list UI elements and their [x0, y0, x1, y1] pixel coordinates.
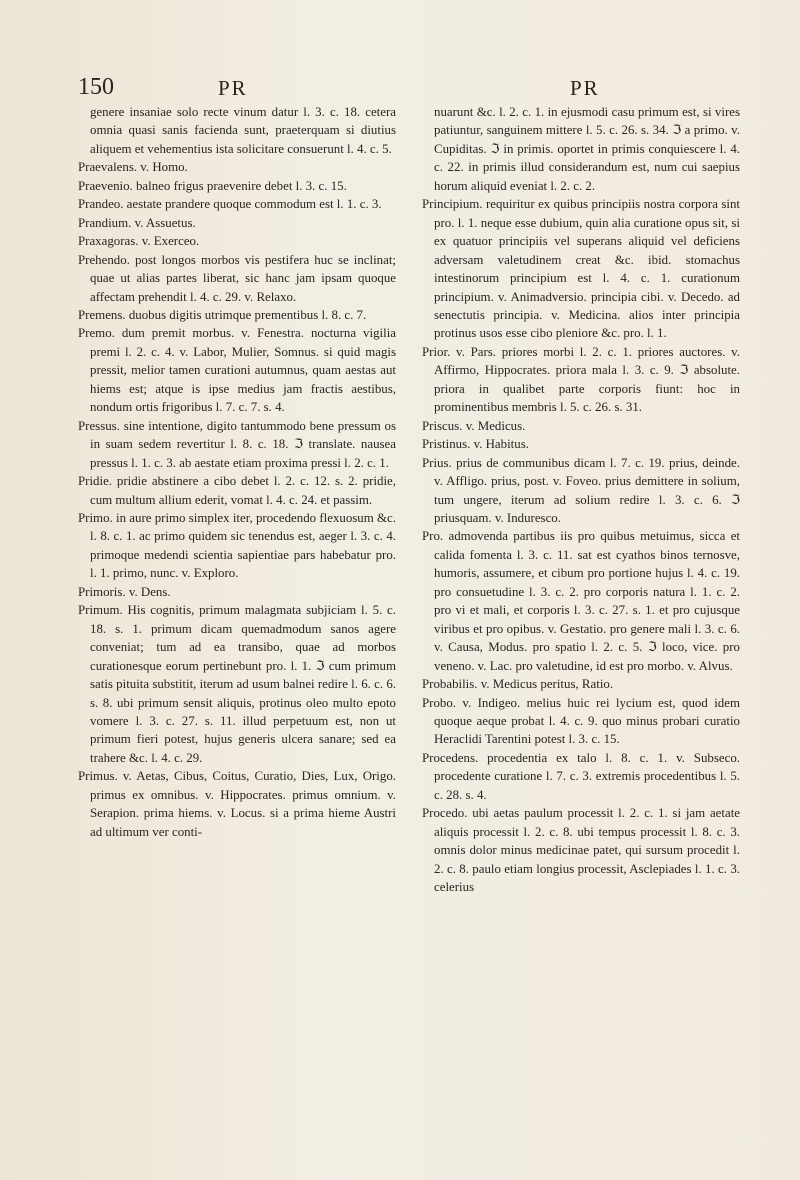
dictionary-entry: Pridie. pridie abstinere a cibo debet l. 2. c. 12. s. 2. pridie, cum multum allium ederit, vomat l. 4. c. 24. et passim.	[78, 474, 396, 507]
dictionary-entry: Prior. v. Pars. priores morbi l. 2. c. 1. priores auctores. v. Affirmo, Hippocrates. priora mala l. 3. c. 9. ℑ absolute. priora in qualibet parte corporis fiunt: hoc in prominentibus membris l. 5. c. 26. s. 31.	[422, 344, 740, 415]
page-number: 150	[78, 74, 114, 100]
dictionary-entry: genere insaniae solo recte vinum datur l. 3. c. 18. cetera omnia quasi sanis facienda sunt, praeterquam si diutius aliquem et vehementius ista solicitare consuerunt l. 4. c. 5.	[90, 105, 396, 156]
dictionary-entry: Procedens. procedentia ex talo l. 8. c. 1. v. Subseco. procedente curatione l. 7. c. 3. extremis procedentibus l. 5. c. 28. s. 4.	[422, 750, 740, 802]
dictionary-entry: Primum. His cognitis, primum malagmata subjiciam l. 5. c. 18. s. 1. primum dicam quemadmodum sanos agere conveniat; tum ad ea transibo, quae ad morbos curationesque eorum pertinebunt pro. l. 1. ℑ cum primum satis pituita substitit, iterum ad usum balnei redire l. 6. c. 6. s. 8. ubi primum sensit aliquis, protinus oleo multo epoto vomere l. 3. c. 27. s. 11. illud perpetuum est, non ut primum fieri potest, hujus generis ulcera sanare; sed ea trahere &c. l. 4. c. 29.	[78, 603, 396, 765]
dictionary-entry: nuarunt &c. l. 2. c. 1. in ejusmodi casu primum est, si vires patiuntur, sanguinem mittere l. 5. c. 26. s. 34. ℑ a primo. v. Cupiditas. ℑ in primis. oportet in primis conquiescere l. 4. c. 22. in primis illud considerandum est, num cui saepius horum aliquid eveniat l. 2. c. 2.	[434, 105, 740, 193]
dictionary-entry: Primo. in aure primo simplex iter, procedendo flexuosum &c. l. 8. c. 1. ac primo quidem sic tenendus est, aeger l. 3. c. 4. primoque medendi scientia sapientiae pars habebatur pro. l. 1. primo, nunc. v. Exploro.	[78, 510, 396, 581]
dictionary-entry: Pro. admovenda partibus iis pro quibus metuimus, sicca et calida fomenta l. 3. c. 11. sat est cyathos binos ternosve, humoris, assumere, et cibum pro portione hujus l. 4. c. 19. pro consuetudine l. 3. c. 2. pro corporis natura l. 1. c. 2. pro vi et mali, et corporis l. 3. c. 27. s. 1. et pro cujusque viribus et pro opibus. v. Gestatio. pro genere mali l. 3. c. 6. v. Causa, Modus. pro spatio l. 2. c. 5. ℑ loco, vice. pro veneno. v. Lac. pro valetudine, id est pro morbo. v. Alvus.	[422, 529, 740, 673]
dictionary-entry: Praxagoras. v. Exerceo.	[78, 234, 200, 249]
dictionary-entry: Prehendo. post longos morbos vis pestifera huc se inclinat; quae ut alias partes liberat, sic hanc jam ipsam quoque affectam prehendit l. 4. c. 29. v. Relaxo.	[78, 252, 396, 304]
right-column	[422, 103, 740, 1163]
left-column	[78, 103, 396, 1163]
dictionary-entry: Probabilis. v. Medicus peritus, Ratio.	[422, 677, 614, 692]
dictionary-entry: Probo. v. Indigeo. melius huic rei lycium est, quod idem quoque aeque probat l. 4. c. 9. quo minus probari curatio Heraclidi Tarentini potest l. 3. c. 15.	[422, 695, 740, 747]
dictionary-entry: Prandeo. aestate prandere quoque commodum est l. 1. c. 3.	[78, 197, 382, 212]
page-header	[0, 74, 800, 104]
dictionary-entry: Principium. requiritur ex quibus principiis nostra corpora sint pro. l. 1. neque esse dubium, quin alia curatione opus sit, si ex quatuor principiis vel superans aliquid vel deficiens adversam valetudinem creat &c. ibid. stomachus intestinorum principium est l. 4. c. 1. curationum principium. v. Animadversio. principia cibi. v. Decedo. ad senectutis principia. v. Medicina. alios inter principia protinus usos esse cibo pleniore &c. pro. l. 1.	[422, 197, 740, 341]
dictionary-entry: Primoris. v. Dens.	[78, 584, 171, 599]
dictionary-entry: Praevalens. v. Homo.	[78, 160, 188, 175]
running-head-left: PR	[218, 76, 248, 100]
dictionary-entry: Pressus. sine intentione, digito tantummodo bene pressum os in suam sedem revertitur l. 8. c. 18. ℑ translate. nausea pressus l. 1. c. 3. ab aestate etiam proxima pressi l. 2. c. 1.	[78, 418, 396, 470]
dictionary-entry: Primus. v. Aetas, Cibus, Coitus, Curatio, Dies, Lux, Origo. primus ex omnibus. v. Hippocrates. primus omnium. v. Serapion. prima hiems. v. Locus. si a prima hieme Austri ad ultimum ver conti-	[78, 769, 396, 839]
dictionary-entry: Praevenio. balneo frigus praevenire debet l. 3. c. 15.	[78, 178, 347, 193]
dictionary-entry: Prius. prius de communibus dicam l. 7. c. 19. prius, deinde. v. Affligo. prius, post. v. Foveo. prius demittere in solium, tum ungere, iterum ad solium redire l. 3. c. 6. ℑ priusquam. v. Induresco.	[422, 455, 740, 525]
dictionary-entry: Priscus. v. Medicus.	[422, 418, 526, 433]
dictionary-entry: Procedo. ubi aetas paulum processit l. 2. c. 1. si jam aetate aliquis processit l. 2. c. 8. ubi tempus processit l. 8. c. 3. omnis dolor minus medicinae patet, qui sursum procedit l. 2. c. 8. paulo etiam longius processit, Asclepiades l. 1. c. 3. celerius	[422, 806, 740, 895]
running-head-right: PR	[570, 76, 600, 100]
dictionary-entry: Premens. duobus digitis utrimque prementibus l. 8. c. 7.	[78, 307, 367, 322]
dictionary-entry: Pristinus. v. Habitus.	[422, 437, 529, 452]
dictionary-entry: Prandium. v. Assuetus.	[78, 215, 196, 230]
dictionary-entry: Premo. dum premit morbus. v. Fenestra. nocturna vigilia premi l. 2. c. 4. v. Labor, Mulier, Somnus. si quid magis pressit, melior tamen curationi autumnus, quam aestas aut hiems est; atque is ipse medius jam fractis aestibus, nondum ortis frigoribus l. 7. c. 7. s. 4.	[78, 326, 396, 415]
